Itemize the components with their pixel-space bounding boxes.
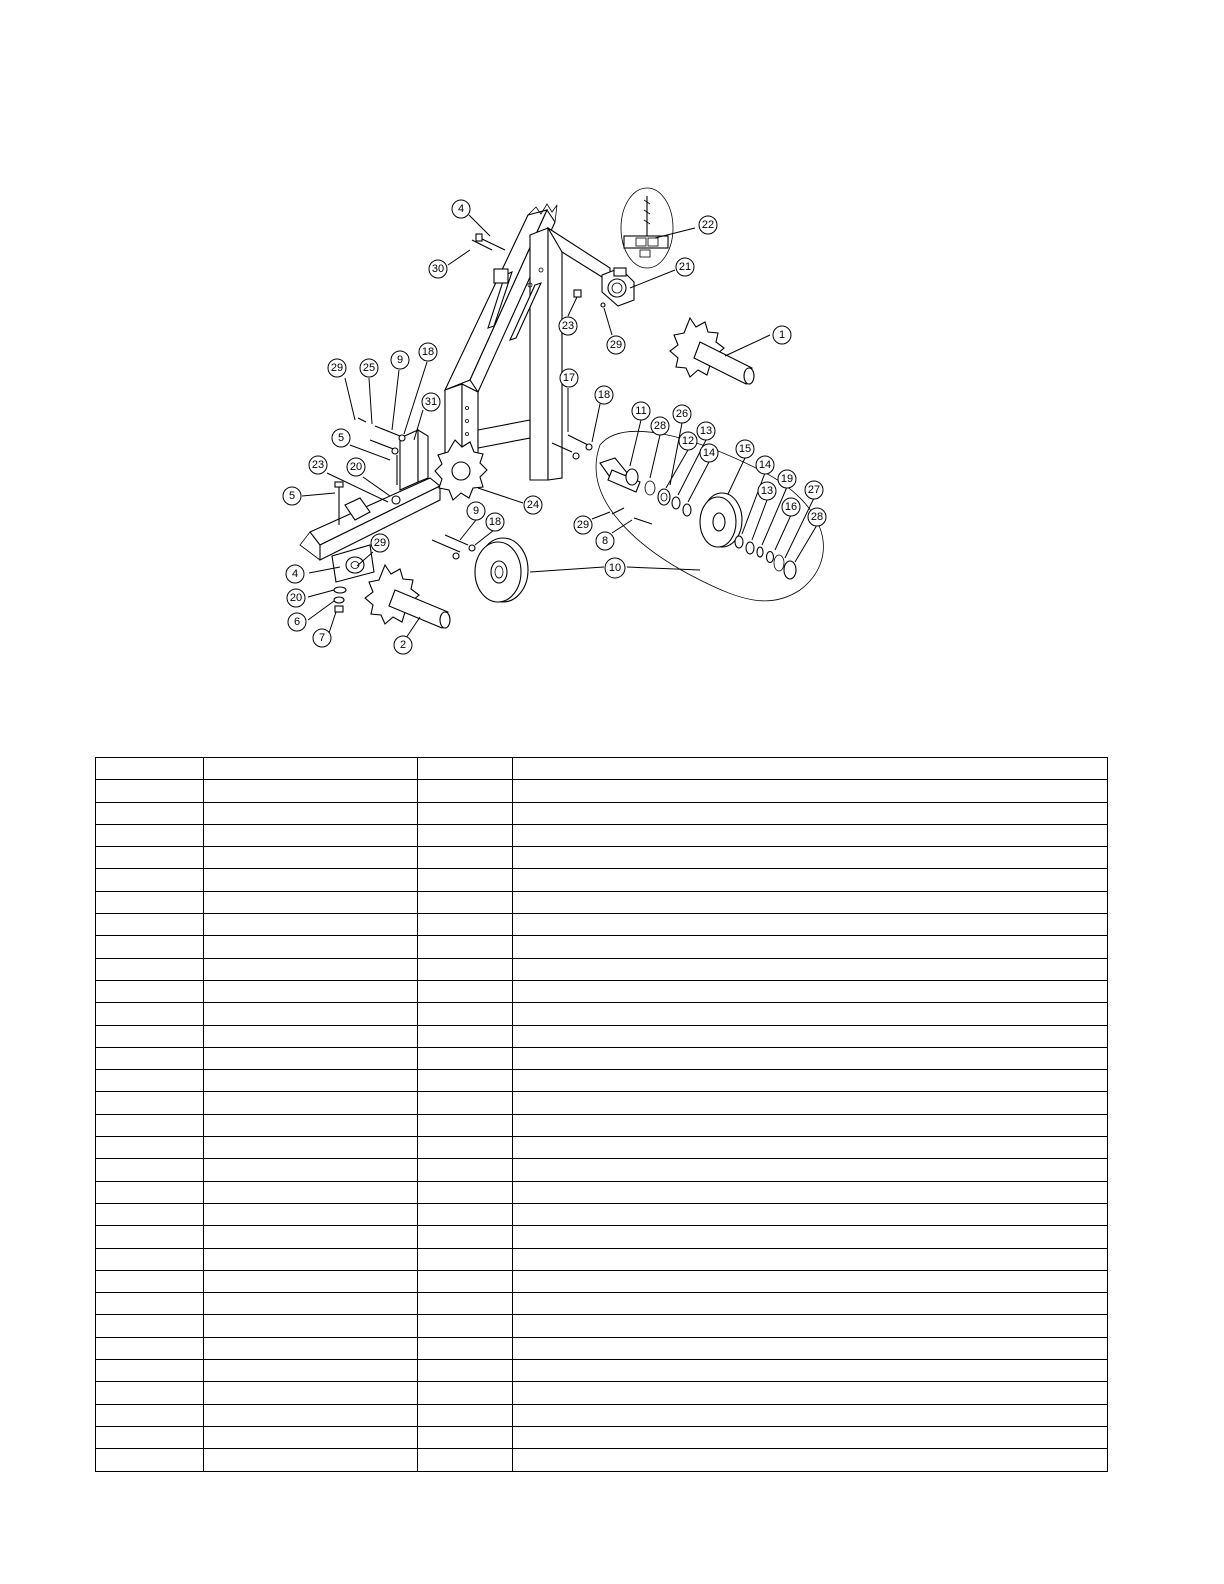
table-row — [96, 1003, 1108, 1025]
callout-1 — [773, 326, 791, 344]
callout-25 — [360, 359, 378, 377]
callout-22 — [699, 216, 717, 234]
table-cell — [513, 824, 1108, 846]
table-cell — [204, 869, 418, 891]
svg-text:11: 11 — [635, 405, 647, 417]
table-cell — [204, 1114, 418, 1136]
callout-13-right — [758, 482, 776, 500]
table-cell — [513, 1070, 1108, 1092]
svg-text:6: 6 — [293, 616, 301, 628]
svg-text:16: 16 — [784, 501, 798, 513]
svg-text:19: 19 — [780, 473, 794, 485]
table-cell — [96, 758, 204, 780]
svg-text:29: 29 — [576, 519, 590, 531]
table-row — [96, 1159, 1108, 1181]
table-cell — [418, 1114, 513, 1136]
table-cell — [204, 1025, 418, 1047]
table-cell — [418, 936, 513, 958]
exploded-parts-diagram — [0, 0, 1224, 720]
table-cell — [96, 891, 204, 913]
table-cell — [204, 1382, 418, 1404]
table-cell — [513, 1248, 1108, 1270]
svg-text:13: 13 — [699, 425, 713, 437]
table-cell — [204, 1337, 418, 1359]
table-cell — [513, 1426, 1108, 1448]
callout-27 — [805, 481, 823, 499]
table-cell — [418, 891, 513, 913]
table-row — [96, 958, 1108, 980]
table-cell — [96, 869, 204, 891]
table-cell — [418, 914, 513, 936]
table-cell — [418, 980, 513, 1002]
svg-text:13: 13 — [760, 485, 774, 497]
svg-text:1: 1 — [778, 329, 786, 341]
table-cell — [418, 1382, 513, 1404]
table-cell — [513, 936, 1108, 958]
svg-text:14: 14 — [758, 459, 772, 471]
table-cell — [513, 914, 1108, 936]
svg-text:4: 4 — [457, 203, 465, 215]
svg-text:14: 14 — [702, 447, 716, 459]
table-row — [96, 891, 1108, 913]
svg-text:28: 28 — [810, 511, 824, 523]
table-cell — [418, 1070, 513, 1092]
svg-text:7: 7 — [318, 632, 326, 644]
svg-text:12: 12 — [681, 435, 695, 447]
table-cell — [513, 1270, 1108, 1292]
table-cell — [204, 1404, 418, 1426]
table-cell — [513, 780, 1108, 802]
table-cell — [96, 1181, 204, 1203]
table-cell — [418, 958, 513, 980]
table-cell — [513, 1159, 1108, 1181]
table-cell — [96, 914, 204, 936]
table-cell — [513, 891, 1108, 913]
table-cell — [204, 1270, 418, 1292]
table-cell — [204, 780, 418, 802]
table-row — [96, 1070, 1108, 1092]
table-cell — [204, 847, 418, 869]
callout-5-upper — [332, 429, 350, 447]
table-row — [96, 914, 1108, 936]
callout-23-lower — [309, 456, 327, 474]
table-cell — [513, 958, 1108, 980]
svg-text:4: 4 — [291, 568, 299, 580]
table-cell — [418, 1025, 513, 1047]
table-cell — [96, 1092, 204, 1114]
table-cell — [204, 1315, 418, 1337]
table-cell — [418, 847, 513, 869]
table-cell — [96, 1159, 204, 1181]
table-row — [96, 1092, 1108, 1114]
inset-22 — [621, 188, 673, 268]
table-cell — [513, 1025, 1108, 1047]
sprocket-shaft-1 — [670, 318, 754, 384]
table-cell — [96, 780, 204, 802]
svg-text:22: 22 — [701, 219, 715, 231]
table-cell — [204, 802, 418, 824]
callout-16 — [782, 498, 800, 516]
table-row — [96, 1047, 1108, 1069]
table-row — [96, 1315, 1108, 1337]
table-cell — [96, 1360, 204, 1382]
table-cell — [204, 958, 418, 980]
table-cell — [96, 1137, 204, 1159]
table-cell — [96, 1047, 204, 1069]
callout-4 — [286, 565, 304, 583]
table-cell — [96, 1226, 204, 1248]
table-cell — [513, 1203, 1108, 1225]
svg-text:20: 20 — [349, 461, 363, 473]
table-cell — [513, 1003, 1108, 1025]
table-row — [96, 1025, 1108, 1047]
table-cell — [418, 869, 513, 891]
callout-8 — [596, 532, 614, 550]
table-cell — [204, 1360, 418, 1382]
callout-7 — [313, 629, 331, 647]
table-row — [96, 936, 1108, 958]
svg-text:25: 25 — [362, 362, 376, 374]
callout-26 — [673, 405, 691, 423]
callout-31 — [422, 393, 440, 411]
callout-29-lower — [371, 534, 389, 552]
table-row — [96, 1449, 1108, 1471]
svg-text:29: 29 — [609, 339, 623, 351]
svg-text:18: 18 — [597, 389, 611, 401]
table-cell — [96, 1426, 204, 1448]
table-cell — [96, 980, 204, 1002]
callout-20-upper — [347, 458, 365, 476]
table-cell — [513, 1382, 1108, 1404]
table-cell — [96, 936, 204, 958]
table-row — [96, 1203, 1108, 1225]
table-row — [96, 1114, 1108, 1136]
callout-24 — [524, 496, 542, 514]
table-cell — [513, 1449, 1108, 1471]
table-cell — [96, 802, 204, 824]
table-cell — [513, 1337, 1108, 1359]
table-cell — [96, 1203, 204, 1225]
svg-text:8: 8 — [601, 535, 609, 547]
callout-3 — [452, 200, 470, 218]
table-row — [96, 1137, 1108, 1159]
table-row — [96, 802, 1108, 824]
svg-text:18: 18 — [488, 516, 502, 528]
table-cell — [96, 1270, 204, 1292]
table-row — [96, 1360, 1108, 1382]
table-cell — [513, 802, 1108, 824]
callout-9-lower — [467, 502, 485, 520]
table-cell — [204, 1203, 418, 1225]
table-row — [96, 1382, 1108, 1404]
table-cell — [513, 1137, 1108, 1159]
callout-5-lower — [283, 487, 301, 505]
table-cell — [204, 891, 418, 913]
callout-29-upper — [607, 336, 625, 354]
table-cell — [96, 1404, 204, 1426]
svg-text:20: 20 — [289, 592, 303, 604]
table-cell — [418, 802, 513, 824]
svg-text:29: 29 — [373, 537, 387, 549]
table-row — [96, 1404, 1108, 1426]
callout-14-left — [700, 444, 718, 462]
callout-15 — [736, 440, 754, 458]
parts-list-table — [95, 757, 1108, 1472]
svg-text:23: 23 — [311, 459, 325, 471]
svg-text:2: 2 — [399, 639, 407, 651]
table-cell — [513, 1293, 1108, 1315]
table-cell — [418, 1159, 513, 1181]
svg-text:30: 30 — [431, 263, 445, 275]
table-cell — [513, 1360, 1108, 1382]
table-row — [96, 1426, 1108, 1448]
svg-text:17: 17 — [562, 372, 576, 384]
table-cell — [204, 1449, 418, 1471]
callout-23-upper — [559, 317, 577, 335]
svg-text:5: 5 — [337, 432, 345, 444]
table-row — [96, 1226, 1108, 1248]
table-row — [96, 847, 1108, 869]
callout-18-lower — [486, 513, 504, 531]
table-cell — [204, 1092, 418, 1114]
table-cell — [418, 1181, 513, 1203]
table-cell — [96, 1003, 204, 1025]
table-cell — [204, 1070, 418, 1092]
svg-text:9: 9 — [472, 505, 480, 517]
table-cell — [204, 1047, 418, 1069]
sprocket-shaft-2 — [365, 565, 450, 628]
table-row — [96, 824, 1108, 846]
callout-2 — [394, 636, 412, 654]
callout-20-lower — [287, 589, 305, 607]
svg-text:28: 28 — [653, 420, 667, 432]
table-row — [96, 980, 1108, 1002]
svg-text:10: 10 — [608, 562, 622, 574]
callout-6 — [288, 613, 306, 631]
table-cell — [204, 1159, 418, 1181]
table-cell — [204, 1003, 418, 1025]
table-cell — [418, 1137, 513, 1159]
table-cell — [513, 1404, 1108, 1426]
table-cell — [96, 1114, 204, 1136]
svg-text:27: 27 — [807, 484, 821, 496]
table-cell — [418, 1426, 513, 1448]
parts-table-body — [96, 758, 1108, 1472]
table-cell — [513, 1181, 1108, 1203]
table-cell — [513, 1114, 1108, 1136]
table-cell — [418, 1315, 513, 1337]
table-cell — [513, 847, 1108, 869]
callout-9-upper — [391, 351, 409, 369]
svg-text:18: 18 — [421, 346, 435, 358]
sprocket-24 — [435, 440, 487, 500]
table-cell — [204, 980, 418, 1002]
callout-28-left — [651, 417, 669, 435]
table-cell — [418, 1293, 513, 1315]
callout-19 — [778, 470, 796, 488]
callout-17 — [560, 369, 578, 387]
table-row — [96, 869, 1108, 891]
table-cell — [418, 1404, 513, 1426]
callout-10 — [605, 558, 625, 578]
wheel-10 — [475, 538, 528, 602]
table-cell — [418, 1449, 513, 1471]
table-row — [96, 1181, 1108, 1203]
table-cell — [204, 1137, 418, 1159]
table-cell — [418, 1248, 513, 1270]
table-cell — [513, 1092, 1108, 1114]
svg-text:31: 31 — [424, 396, 438, 408]
callout-21 — [676, 258, 694, 276]
table-cell — [418, 1003, 513, 1025]
table-row — [96, 758, 1108, 780]
table-cell — [418, 1092, 513, 1114]
table-cell — [418, 1226, 513, 1248]
callout-13-left — [697, 422, 715, 440]
table-cell — [96, 1025, 204, 1047]
table-cell — [96, 1248, 204, 1270]
table-cell — [418, 1337, 513, 1359]
table-cell — [204, 758, 418, 780]
table-cell — [96, 1293, 204, 1315]
table-cell — [513, 1047, 1108, 1069]
table-cell — [418, 1360, 513, 1382]
table-cell — [418, 1047, 513, 1069]
table-row — [96, 1270, 1108, 1292]
table-cell — [418, 780, 513, 802]
table-cell — [513, 980, 1108, 1002]
svg-text:5: 5 — [288, 490, 296, 502]
table-cell — [418, 1270, 513, 1292]
table-cell — [204, 1293, 418, 1315]
callout-28-right — [808, 508, 826, 526]
callout-18-right — [595, 386, 613, 404]
bearing-21 — [602, 268, 634, 306]
callout-14-right — [756, 456, 774, 474]
svg-text:29: 29 — [330, 362, 344, 374]
table-row — [96, 780, 1108, 802]
table-cell — [96, 824, 204, 846]
table-cell — [513, 869, 1108, 891]
callout-12 — [679, 432, 697, 450]
table-cell — [96, 1382, 204, 1404]
table-cell — [204, 824, 418, 846]
table-cell — [96, 958, 204, 980]
table-cell — [204, 936, 418, 958]
callout-18-upper — [419, 343, 437, 361]
table-cell — [418, 1203, 513, 1225]
svg-text:9: 9 — [396, 354, 404, 366]
table-row — [96, 1293, 1108, 1315]
table-cell — [513, 1226, 1108, 1248]
table-cell — [204, 1426, 418, 1448]
table-cell — [96, 1315, 204, 1337]
table-row — [96, 1337, 1108, 1359]
table-cell — [96, 1449, 204, 1471]
table-cell — [204, 1248, 418, 1270]
svg-text:23: 23 — [561, 320, 575, 332]
svg-text:21: 21 — [678, 261, 692, 273]
table-row — [96, 1248, 1108, 1270]
table-cell — [418, 758, 513, 780]
callout-29-left — [328, 359, 346, 377]
table-cell — [418, 824, 513, 846]
table-cell — [204, 1226, 418, 1248]
table-cell — [513, 1315, 1108, 1337]
callout-11 — [632, 402, 650, 420]
table-cell — [204, 914, 418, 936]
callout-29-wheel — [574, 516, 592, 534]
callout-30 — [429, 260, 447, 278]
table-cell — [204, 1181, 418, 1203]
table-cell — [96, 1070, 204, 1092]
table-cell — [513, 758, 1108, 780]
svg-text:26: 26 — [675, 408, 689, 420]
table-cell — [96, 1337, 204, 1359]
table-cell — [96, 847, 204, 869]
svg-text:24: 24 — [526, 499, 540, 511]
svg-text:15: 15 — [738, 443, 752, 455]
